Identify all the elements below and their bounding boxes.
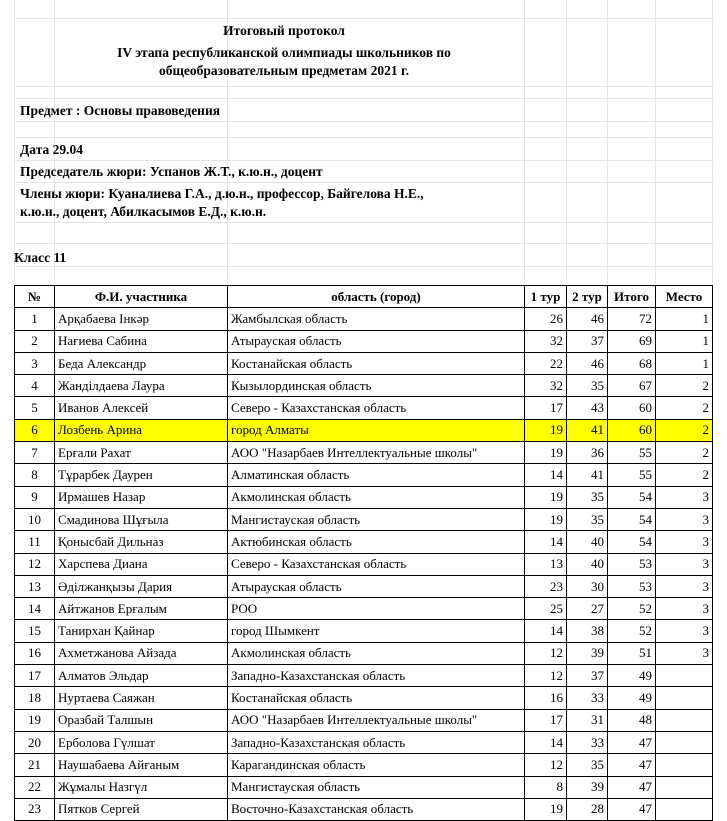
cell-number: 21 (15, 754, 55, 776)
table-row (15, 620, 713, 642)
cell-total: 49 (608, 665, 656, 687)
cell-round2: 39 (567, 642, 608, 664)
cell-number: 18 (15, 687, 55, 709)
cell-number: 12 (15, 553, 55, 575)
cell-round1: 22 (525, 352, 567, 374)
table-row (15, 464, 713, 486)
column-header-total: Итого (608, 286, 656, 308)
table-row (15, 308, 713, 330)
cell-region: Костанайская область (228, 687, 525, 709)
cell-round1: 16 (525, 687, 567, 709)
table-row (15, 419, 713, 441)
cell-total: 55 (608, 442, 656, 464)
cell-number: 14 (15, 598, 55, 620)
cell-round2: 33 (567, 687, 608, 709)
cell-place (656, 754, 713, 776)
cell-number: 16 (15, 642, 55, 664)
cell-region: Алматинская область (228, 464, 525, 486)
table-row (15, 575, 713, 597)
cell-round1: 12 (525, 754, 567, 776)
cell-name: Наушабаева Айғаным (55, 754, 228, 776)
cell-place (656, 731, 713, 753)
cell-name: Смадинова Шұғыла (55, 508, 228, 530)
column-header-place: Место (656, 286, 713, 308)
cell-name: Ахметжанова Айзада (55, 642, 228, 664)
table-row (15, 754, 713, 776)
cell-total: 48 (608, 709, 656, 731)
cell-place: 3 (656, 642, 713, 664)
cell-round2: 36 (567, 442, 608, 464)
cell-place: 3 (656, 620, 713, 642)
cell-round2: 30 (567, 575, 608, 597)
table-row (15, 508, 713, 530)
cell-number: 19 (15, 709, 55, 731)
cell-name: Харспева Диана (55, 553, 228, 575)
cell-round2: 27 (567, 598, 608, 620)
cell-round2: 37 (567, 665, 608, 687)
cell-name: Алматов Эльдар (55, 665, 228, 687)
date-line: Дата 29.04 (20, 142, 83, 157)
cell-number: 10 (15, 508, 55, 530)
cell-number: 6 (15, 419, 55, 441)
class-label: Класс 11 (14, 250, 67, 265)
cell-number: 11 (15, 531, 55, 553)
cell-round2: 41 (567, 464, 608, 486)
table-row (15, 598, 713, 620)
table-row (15, 531, 713, 553)
cell-round1: 12 (525, 665, 567, 687)
cell-round2: 38 (567, 620, 608, 642)
cell-round1: 14 (525, 731, 567, 753)
cell-number: 2 (15, 330, 55, 352)
cell-region: Кызылординская область (228, 375, 525, 397)
cell-place: 3 (656, 575, 713, 597)
cell-name: Беда Александр (55, 352, 228, 374)
cell-number: 17 (15, 665, 55, 687)
cell-name: Жұмалы Назгүл (55, 776, 228, 798)
cell-round2: 43 (567, 397, 608, 419)
table-row (15, 642, 713, 664)
cell-name: Ерғали Рахат (55, 442, 228, 464)
cell-place (656, 665, 713, 687)
cell-name: Пятков Сергей (55, 798, 228, 820)
cell-place: 1 (656, 308, 713, 330)
cell-total: 47 (608, 754, 656, 776)
cell-name: Лозбень Арина (55, 419, 228, 441)
cell-total: 47 (608, 776, 656, 798)
cell-region: город Шымкент (228, 620, 525, 642)
cell-place (656, 687, 713, 709)
cell-round2: 39 (567, 776, 608, 798)
cell-region: Мангистауская область (228, 776, 525, 798)
cell-round2: 31 (567, 709, 608, 731)
cell-name: Нуртаева Саяжан (55, 687, 228, 709)
cell-number: 5 (15, 397, 55, 419)
cell-place: 2 (656, 397, 713, 419)
cell-place: 3 (656, 598, 713, 620)
cell-total: 60 (608, 419, 656, 441)
table-row (15, 709, 713, 731)
cell-round1: 19 (525, 419, 567, 441)
cell-number: 3 (15, 352, 55, 374)
cell-place (656, 709, 713, 731)
cell-region: Костанайская область (228, 352, 525, 374)
cell-place (656, 776, 713, 798)
cell-name: Нағиева Сабина (55, 330, 228, 352)
cell-region: Акмолинская область (228, 642, 525, 664)
cell-round2: 35 (567, 754, 608, 776)
cell-place: 1 (656, 352, 713, 374)
table-row (15, 553, 713, 575)
cell-place: 3 (656, 508, 713, 530)
cell-region: город Алматы (228, 419, 525, 441)
cell-total: 72 (608, 308, 656, 330)
cell-round2: 37 (567, 330, 608, 352)
cell-region: РОО (228, 598, 525, 620)
cell-total: 60 (608, 397, 656, 419)
cell-round1: 17 (525, 397, 567, 419)
cell-place: 2 (656, 442, 713, 464)
cell-round1: 14 (525, 620, 567, 642)
cell-place (656, 798, 713, 820)
cell-region: АОО "Назарбаев Интеллектуальные школы" (228, 709, 525, 731)
cell-total: 68 (608, 352, 656, 374)
cell-total: 53 (608, 575, 656, 597)
cell-total: 54 (608, 508, 656, 530)
cell-round1: 14 (525, 464, 567, 486)
cell-region: АОО "Назарбаев Интеллектуальные школы" (228, 442, 525, 464)
cell-region: Атырауская область (228, 575, 525, 597)
cell-round1: 25 (525, 598, 567, 620)
cell-total: 53 (608, 553, 656, 575)
cell-round1: 32 (525, 330, 567, 352)
cell-region: Карагандинская область (228, 754, 525, 776)
cell-name: Танирхан Қайнар (55, 620, 228, 642)
cell-total: 51 (608, 642, 656, 664)
jury-chair-line: Председатель жюри: Успанов Ж.Т., к.ю.н., доцент (20, 164, 323, 179)
cell-name: Оразбай Талшын (55, 709, 228, 731)
protocol-subtitle-line2: общеобразовательным предметам 2021 г. (159, 63, 409, 78)
cell-region: Акмолинская область (228, 486, 525, 508)
cell-round2: 33 (567, 731, 608, 753)
table-row (15, 776, 713, 798)
cell-region: Мангистауская область (228, 508, 525, 530)
cell-place: 2 (656, 464, 713, 486)
cell-round1: 12 (525, 642, 567, 664)
cell-number: 8 (15, 464, 55, 486)
cell-number: 20 (15, 731, 55, 753)
cell-number: 13 (15, 575, 55, 597)
cell-round1: 19 (525, 508, 567, 530)
cell-round2: 40 (567, 553, 608, 575)
cell-number: 7 (15, 442, 55, 464)
cell-name: Әділжанқызы Дария (55, 575, 228, 597)
cell-round1: 17 (525, 709, 567, 731)
cell-name: Тұрарбек Даурен (55, 464, 228, 486)
cell-total: 47 (608, 731, 656, 753)
cell-round1: 13 (525, 553, 567, 575)
cell-round1: 19 (525, 442, 567, 464)
cell-region: Актюбинская область (228, 531, 525, 553)
cell-name: Иванов Алексей (55, 397, 228, 419)
table-row (15, 352, 713, 374)
cell-round2: 28 (567, 798, 608, 820)
cell-round1: 26 (525, 308, 567, 330)
cell-total: 69 (608, 330, 656, 352)
table-row (15, 665, 713, 687)
protocol-title: Итоговый протокол (223, 23, 345, 38)
column-header-name: Ф.И. участника (55, 286, 228, 308)
cell-number: 22 (15, 776, 55, 798)
cell-total: 54 (608, 531, 656, 553)
cell-total: 52 (608, 620, 656, 642)
column-header-number: № (15, 286, 55, 308)
table-row (15, 442, 713, 464)
cell-round2: 40 (567, 531, 608, 553)
cell-number: 4 (15, 375, 55, 397)
cell-round2: 46 (567, 352, 608, 374)
table-row (15, 731, 713, 753)
results-table (14, 285, 713, 821)
table-row (15, 330, 713, 352)
cell-round1: 19 (525, 486, 567, 508)
cell-name: Қонысбай Дильназ (55, 531, 228, 553)
cell-place: 1 (656, 330, 713, 352)
cell-region: Атырауская область (228, 330, 525, 352)
cell-total: 47 (608, 798, 656, 820)
jury-members-line1: Члены жюри: Куаналиева Г.А., д.ю.н., профессор, Байгелова Н.Е., (20, 186, 424, 201)
cell-round2: 46 (567, 308, 608, 330)
table-row (15, 375, 713, 397)
cell-name: Ирмашев Назар (55, 486, 228, 508)
cell-total: 49 (608, 687, 656, 709)
cell-name: Айтжанов Ерғалым (55, 598, 228, 620)
cell-place: 3 (656, 531, 713, 553)
cell-round1: 14 (525, 531, 567, 553)
cell-place: 2 (656, 375, 713, 397)
cell-round1: 19 (525, 798, 567, 820)
cell-total: 54 (608, 486, 656, 508)
cell-region: Северо - Казахстанская область (228, 397, 525, 419)
cell-round2: 35 (567, 375, 608, 397)
cell-region: Северо - Казахстанская область (228, 553, 525, 575)
table-row (15, 486, 713, 508)
cell-place: 3 (656, 486, 713, 508)
jury-members-line2: к.ю.н., доцент, Абилкасымов Е.Д., к.ю.н. (20, 204, 267, 219)
protocol-subtitle-line1: IV этапа республиканской олимпиады школьников по (117, 45, 451, 60)
table-row (15, 397, 713, 419)
cell-region: Восточно-Казахстанская область (228, 798, 525, 820)
cell-round2: 41 (567, 419, 608, 441)
cell-round2: 35 (567, 486, 608, 508)
cell-place: 3 (656, 553, 713, 575)
cell-round2: 35 (567, 508, 608, 530)
cell-total: 67 (608, 375, 656, 397)
cell-total: 55 (608, 464, 656, 486)
table-header-row (15, 286, 713, 308)
table-row (15, 798, 713, 820)
cell-region: Западно-Казахстанская область (228, 731, 525, 753)
cell-number: 1 (15, 308, 55, 330)
cell-round1: 23 (525, 575, 567, 597)
cell-round1: 32 (525, 375, 567, 397)
cell-number: 23 (15, 798, 55, 820)
cell-region: Западно-Казахстанская область (228, 665, 525, 687)
cell-round1: 8 (525, 776, 567, 798)
table-row (15, 687, 713, 709)
column-header-region: область (город) (228, 286, 525, 308)
subject-line: Предмет : Основы правоведения (20, 103, 221, 118)
column-header-round2: 2 тур (567, 286, 608, 308)
cell-name: Арқабаева Інкәр (55, 308, 228, 330)
column-header-round1: 1 тур (525, 286, 567, 308)
cell-name: Жандiлдаева Лаура (55, 375, 228, 397)
cell-place: 2 (656, 419, 713, 441)
cell-number: 15 (15, 620, 55, 642)
cell-total: 52 (608, 598, 656, 620)
cell-region: Жамбылская область (228, 308, 525, 330)
cell-number: 9 (15, 486, 55, 508)
cell-name: Ерболова Гүлшат (55, 731, 228, 753)
